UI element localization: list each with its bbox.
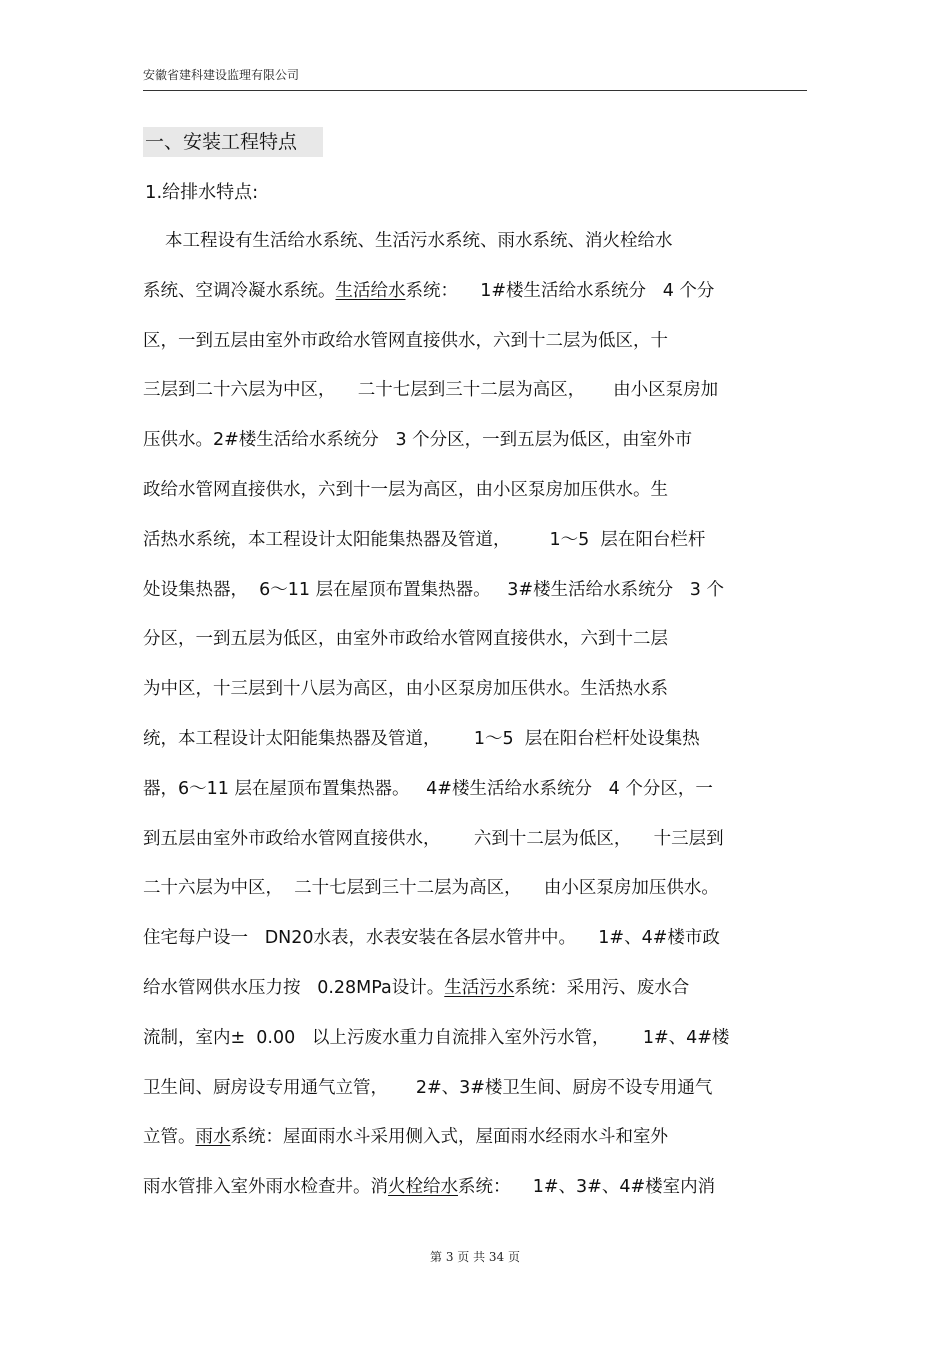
header-rule	[143, 90, 807, 91]
page-footer: 第 3 页 共 34 页	[430, 1250, 520, 1264]
body-line: 住宅每户设一 DN20水表，水表安装在各层水管井中。 1#、4#楼市政	[143, 928, 720, 949]
body-line: 二十六层为中区， 二十七层到三十二层为高区， 由小区泵房加压供水。	[143, 878, 719, 899]
body-line: 政给水管网直接供水，六到十一层为高区，由小区泵房加压供水。生	[143, 479, 668, 500]
body-line: 统，本工程设计太阳能集热器及管道， 1～5 层在阳台栏杆处设集热	[143, 728, 700, 749]
body-line: 本工程设有生活给水系统、生活污水系统、雨水系统、消火栓给水	[165, 231, 673, 251]
body-line: 卫生间、厨房设专用通气立管， 2#、3#楼卫生间、厨房不设专用通气	[143, 1077, 713, 1098]
body-text-run: 系统：屋面雨水斗采用侧入式，屋面雨水经雨水斗和室外	[230, 1127, 668, 1148]
document-header-company: 安徽省建科建设监理有限公司	[143, 68, 300, 82]
underlined-term: 雨水	[195, 1127, 231, 1148]
underlined-term: 生活污水	[444, 977, 515, 998]
body-line	[143, 969, 807, 1019]
subsection-title: 1.给排水特点:	[145, 182, 259, 203]
body-line: 分区，一到五层为低区，由室外市政给水管网直接供水，六到十二层	[143, 629, 668, 650]
body-paragraph	[143, 222, 807, 1218]
body-line: 活热水系统，本工程设计太阳能集热器及管道， 1～5 层在阳台栏杆	[143, 529, 706, 550]
body-line: 到五层由室外市政给水管网直接供水， 六到十二层为低区， 十三层到	[143, 828, 724, 849]
body-text-run: 系统：采用污、废水合	[514, 977, 690, 998]
body-line: 压供水。2#楼生活给水系统分 3 个分区，一到五层为低区，由室外市	[143, 430, 693, 451]
underlined-term: 生活给水	[335, 280, 406, 301]
body-line: 区，一到五层由室外市政给水管网直接供水，六到十二层为低区，十	[143, 330, 668, 351]
body-text-run: 系统： 1#、3#、4#楼室内消	[458, 1177, 716, 1198]
body-line	[143, 272, 807, 322]
body-line	[143, 1168, 807, 1218]
body-line: 处设集热器， 6～11 层在屋顶布置集热器。 3#楼生活给水系统分 3 个	[143, 579, 724, 600]
underlined-term: 火栓给水	[388, 1177, 458, 1198]
body-line	[143, 1118, 807, 1168]
body-text-run: 系统、空调冷凝水系统。	[143, 280, 336, 301]
body-line: 流制，室内± 0.00 以上污废水重力自流排入室外污水管， 1#、4#楼	[143, 1027, 730, 1048]
section-title: 一、安装工程特点	[143, 127, 323, 157]
body-line: 为中区，十三层到十八层为高区，由小区泵房加压供水。生活热水系	[143, 679, 668, 700]
body-text-run: 系统： 1#楼生活给水系统分 4 个分	[405, 280, 715, 301]
body-line: 器，6～11 层在屋顶布置集热器。 4#楼生活给水系统分 4 个分区，一	[143, 778, 713, 799]
body-text-run: 给水管网供水压力按 0.28MPa设计。	[143, 977, 445, 998]
body-text-run: 雨水管排入室外雨水检查井。消	[143, 1177, 388, 1198]
body-line: 三层到二十六层为中区， 二十七层到三十二层为高区， 由小区泵房加	[143, 380, 719, 401]
body-text-run: 立管。	[143, 1127, 196, 1148]
